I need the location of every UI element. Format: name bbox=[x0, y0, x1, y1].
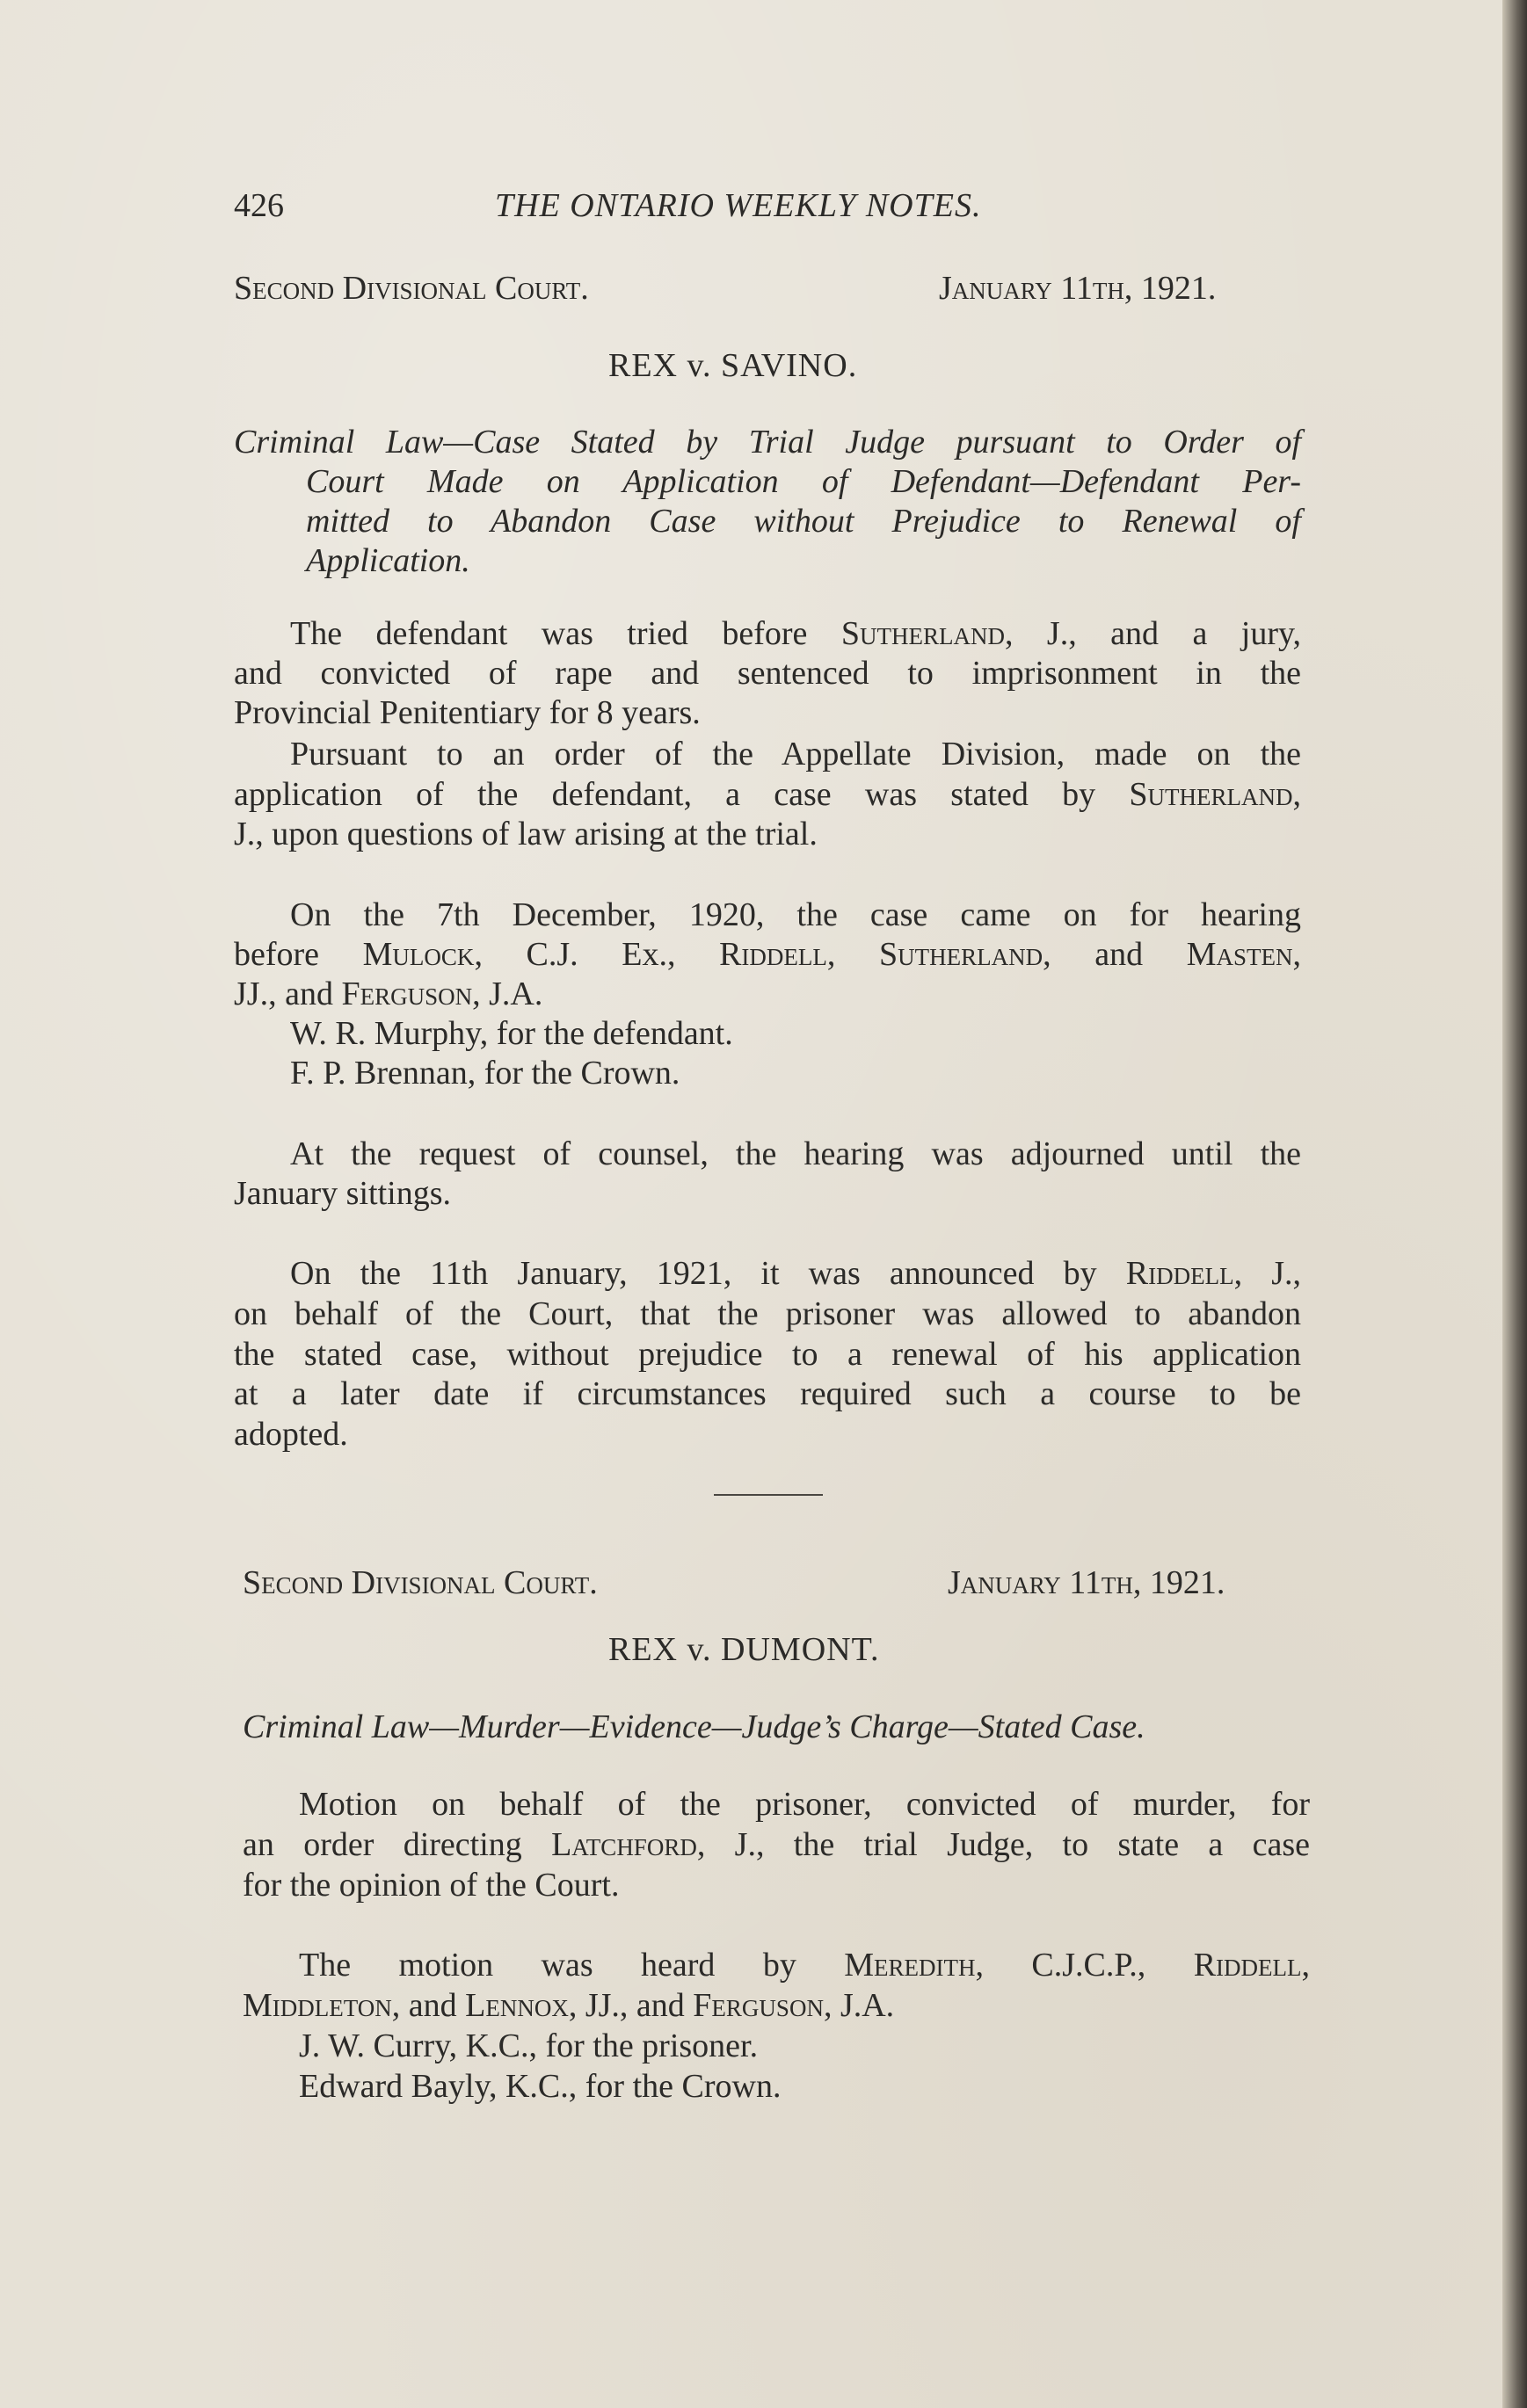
case1-date: January 11th, 1921. bbox=[939, 270, 1217, 307]
case2-title: REX v. DUMONT. bbox=[608, 1631, 880, 1668]
judge-name: Sutherland bbox=[1129, 776, 1293, 813]
case2-court: Second Divisional Court. bbox=[243, 1564, 598, 1601]
judge-name: Latchford bbox=[551, 1826, 697, 1863]
judge-name: Riddell bbox=[1125, 1255, 1234, 1292]
case1-headnote-line: mitted to Abandon Case without Prejudice to Renewal of bbox=[306, 503, 1301, 540]
case1-para5-line: at a later date if circumstances required such a course to be bbox=[234, 1375, 1301, 1412]
case2-para1-line: Motion on behalf of the prisoner, convicted of murder, for bbox=[299, 1786, 1310, 1823]
case2-counsel: J. W. Curry, K.C., for the prisoner. bbox=[299, 2027, 759, 2064]
judge-name: Middleton bbox=[243, 1987, 392, 2024]
judge-name: Mulock bbox=[362, 936, 475, 973]
case2-para1-line: for the opinion of the Court. bbox=[243, 1867, 620, 1904]
judge-name: Sutherland bbox=[840, 615, 1005, 652]
case1-para4-line: At the request of counsel, the hearing was adjourned until the bbox=[290, 1135, 1301, 1172]
book-binding-edge bbox=[1502, 0, 1527, 2408]
case1-para5-line: the stated case, without prejudice to a renewal of his application bbox=[234, 1336, 1301, 1373]
judge-name: Riddell bbox=[719, 936, 827, 973]
case2-para1-line: an order directing Latchford, J., the trial Judge, to state a case bbox=[243, 1826, 1310, 1863]
case1-counsel: W. R. Murphy, for the defendant. bbox=[290, 1015, 733, 1052]
case1-para3-line: On the 7th December, 1920, the case came on for hearing bbox=[290, 896, 1301, 933]
judge-name: Ferguson bbox=[341, 976, 473, 1012]
case1-para5-line: on behalf of the Court, that the prisoner was allowed to abandon bbox=[234, 1295, 1301, 1332]
judge-name: Masten bbox=[1186, 936, 1293, 973]
judge-name: Meredith bbox=[844, 1947, 976, 1984]
section-divider bbox=[714, 1494, 823, 1496]
case1-para2-line: J., upon questions of law arising at the trial. bbox=[234, 816, 818, 852]
case2-para2-line: Middleton, and Lennox, JJ., and Ferguson, J.A. bbox=[243, 1987, 895, 2024]
judge-name: Riddell bbox=[1193, 1947, 1302, 1984]
case1-headnote-line: Application. bbox=[306, 542, 470, 579]
case1-para1-line: The defendant was tried before Sutherland, J., and a jury, bbox=[290, 615, 1301, 652]
case1-para2-line: application of the defendant, a case was stated by Sutherland, bbox=[234, 776, 1301, 813]
case2-para2-line: The motion was heard by Meredith, C.J.C.P., Riddell, bbox=[299, 1947, 1311, 1984]
case1-counsel: F. P. Brennan, for the Crown. bbox=[290, 1055, 680, 1092]
case1-para1-line: and convicted of rape and sentenced to imprisonment in the bbox=[234, 655, 1301, 692]
case2-headnote: Criminal Law—Murder—Evidence—Judge’s Charge—Stated Case. bbox=[243, 1708, 1145, 1745]
case1-title: REX v. SAVINO. bbox=[608, 347, 858, 384]
running-title: THE ONTARIO WEEKLY NOTES. bbox=[495, 187, 982, 224]
case1-para5-line: On the 11th January, 1921, it was announced by Riddell, J., bbox=[290, 1255, 1302, 1292]
judge-name: Lennox bbox=[465, 1987, 569, 2024]
case1-headnote-line: Criminal Law—Case Stated by Trial Judge pursuant to Order of bbox=[234, 424, 1301, 461]
case2-counsel: Edward Bayly, K.C., for the Crown. bbox=[299, 2068, 782, 2105]
case1-para1-line: Provincial Penitentiary for 8 years. bbox=[234, 694, 701, 731]
case1-para5-line: adopted. bbox=[234, 1416, 348, 1453]
judge-name: Ferguson bbox=[693, 1987, 824, 2024]
case1-para4-line: January sittings. bbox=[234, 1175, 451, 1212]
page-number: 426 bbox=[234, 187, 284, 224]
judge-name: Sutherland bbox=[879, 936, 1043, 973]
case2-date: January 11th, 1921. bbox=[948, 1564, 1225, 1601]
case1-para3-line: before Mulock, C.J. Ex., Riddell, Sutherland, and Masten, bbox=[234, 936, 1301, 973]
case1-headnote-line: Court Made on Application of Defendant—Defendant Per- bbox=[306, 463, 1301, 500]
case1-para2-line: Pursuant to an order of the Appellate Division, made on the bbox=[290, 736, 1301, 772]
case1-para3-line: JJ., and Ferguson, J.A. bbox=[234, 976, 543, 1012]
case1-court: Second Divisional Court. bbox=[234, 270, 589, 307]
